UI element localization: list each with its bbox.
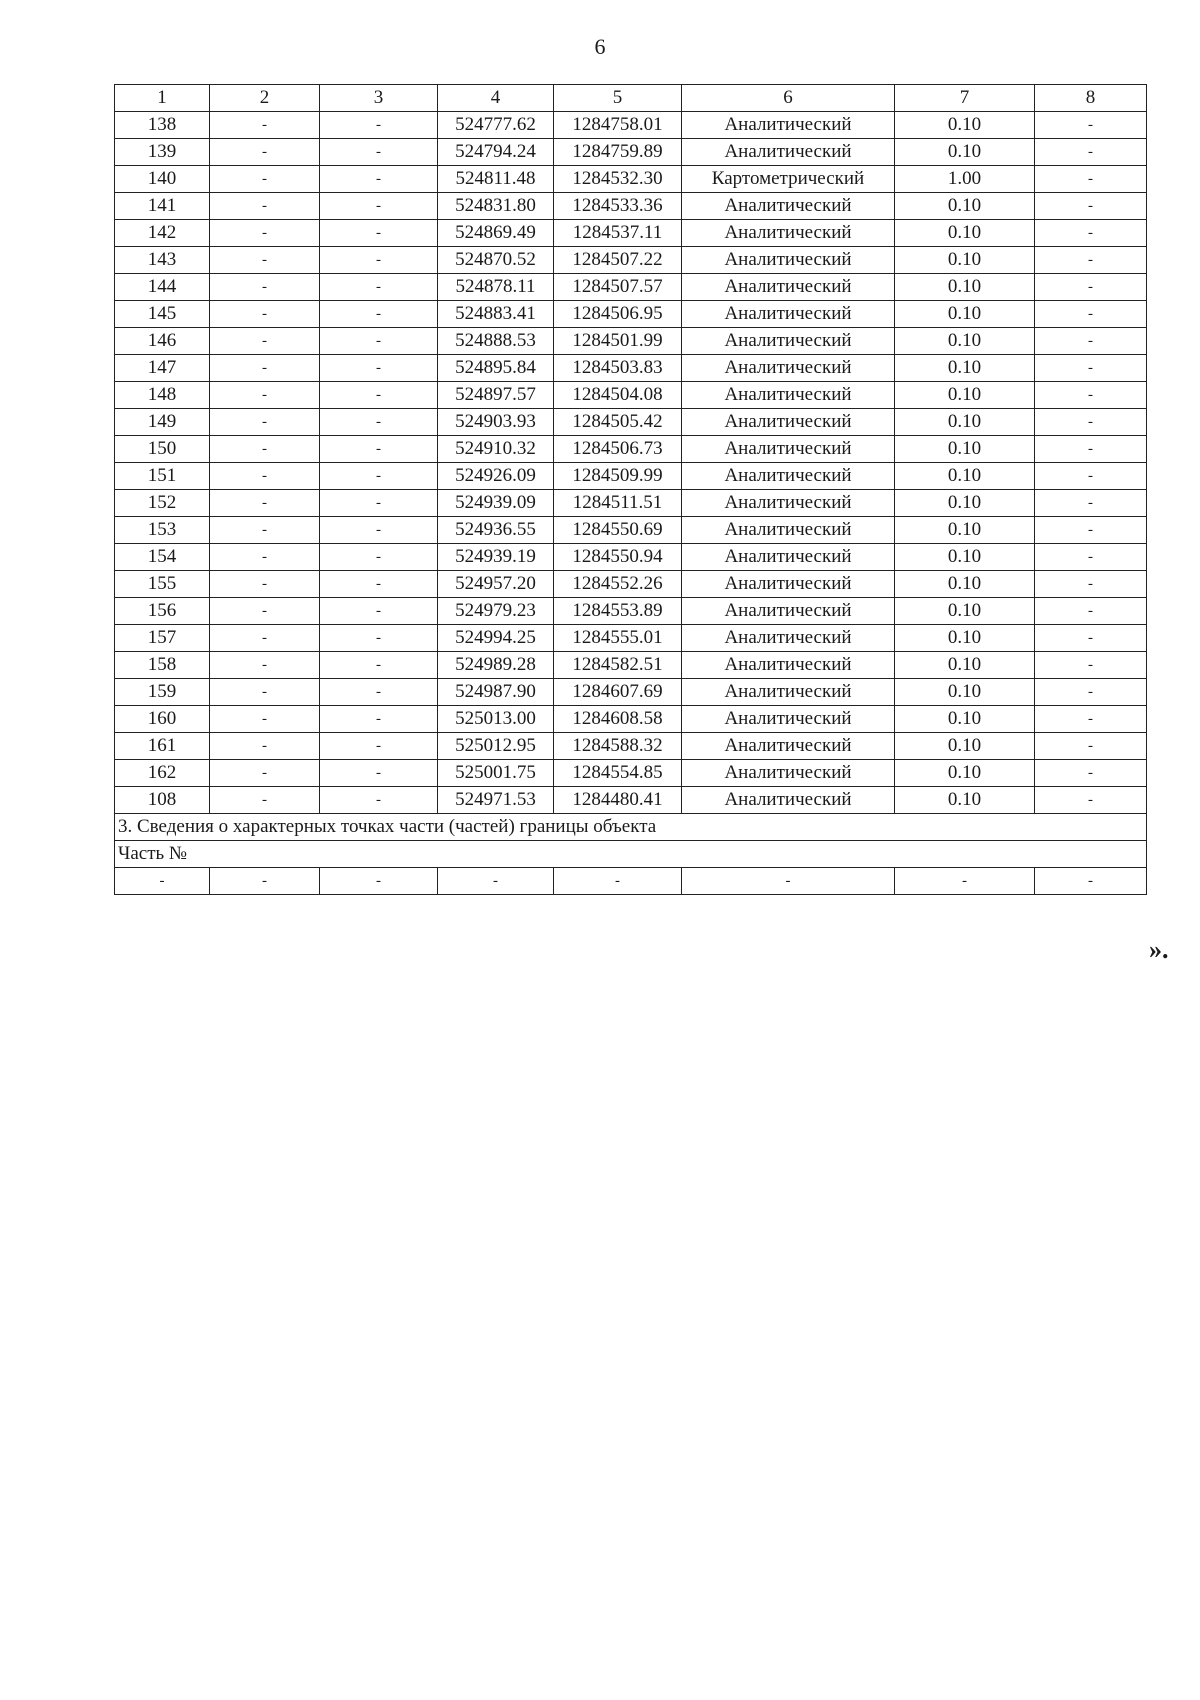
cell-col-2: - (210, 490, 320, 517)
table-row (115, 382, 1147, 409)
cell-point-number: 151 (115, 463, 210, 490)
cell-method: Аналитический (682, 652, 895, 679)
cell-col-8: - (1035, 463, 1147, 490)
cell-col-8: - (1035, 274, 1147, 301)
cell-accuracy: 0.10 (895, 112, 1035, 139)
table-row (115, 679, 1147, 706)
cell-method: Аналитический (682, 247, 895, 274)
cell-method: Аналитический (682, 760, 895, 787)
cell-coord-y: 1284588.32 (554, 733, 682, 760)
cell-col-8: - (1035, 652, 1147, 679)
cell-coord-x: 524869.49 (438, 220, 554, 247)
cell-point-number: 162 (115, 760, 210, 787)
cell-coord-x: 4 (438, 85, 554, 112)
cell-point-number: 149 (115, 409, 210, 436)
cell-col-2: - (210, 787, 320, 814)
cell-method: Аналитический (682, 517, 895, 544)
cell-col-2: - (210, 517, 320, 544)
cell-col-8: - (1035, 166, 1147, 193)
cell-col-2: - (210, 409, 320, 436)
cell-col-8: - (1035, 868, 1147, 895)
cell-coord-y: 1284511.51 (554, 490, 682, 517)
cell-col-2: - (210, 274, 320, 301)
cell-accuracy: 0.10 (895, 355, 1035, 382)
cell-coord-y: 1284507.22 (554, 247, 682, 274)
cell-method: Аналитический (682, 625, 895, 652)
cell-col-8: - (1035, 436, 1147, 463)
cell-point-number: 156 (115, 598, 210, 625)
cell-point-number: 108 (115, 787, 210, 814)
table-row (115, 274, 1147, 301)
cell-col-3: - (320, 760, 438, 787)
table-row (115, 652, 1147, 679)
table-row (115, 760, 1147, 787)
cell-coord-y: 1284480.41 (554, 787, 682, 814)
cell-coord-x: 524888.53 (438, 328, 554, 355)
cell-point-number: 161 (115, 733, 210, 760)
cell-coord-x: 524903.93 (438, 409, 554, 436)
cell-col-2: 2 (210, 85, 320, 112)
cell-method: Аналитический (682, 706, 895, 733)
cell-method: Картометрический (682, 166, 895, 193)
cell-accuracy: 0.10 (895, 706, 1035, 733)
cell-coord-x: 524971.53 (438, 787, 554, 814)
cell-col-2: - (210, 571, 320, 598)
cell-coord-y: 1284758.01 (554, 112, 682, 139)
cell-method: Аналитический (682, 571, 895, 598)
cell-coord-x: 524989.28 (438, 652, 554, 679)
cell-col-8: 8 (1035, 85, 1147, 112)
cell-col-3: - (320, 544, 438, 571)
cell-coord-x: 524936.55 (438, 517, 554, 544)
cell-coord-x: 524957.20 (438, 571, 554, 598)
cell-point-number: 152 (115, 490, 210, 517)
cell-col-2: - (210, 112, 320, 139)
cell-coord-y: 1284533.36 (554, 193, 682, 220)
cell-coord-y: 1284501.99 (554, 328, 682, 355)
cell-coord-y: 1284759.89 (554, 139, 682, 166)
cell-col-8: - (1035, 409, 1147, 436)
cell-col-2: - (210, 436, 320, 463)
table-row (115, 301, 1147, 328)
table-row (115, 544, 1147, 571)
cell-col-3: - (320, 517, 438, 544)
cell-point-number: 142 (115, 220, 210, 247)
cell-accuracy: 0.10 (895, 733, 1035, 760)
cell-col-3: - (320, 247, 438, 274)
cell-accuracy: 0.10 (895, 382, 1035, 409)
cell-coord-x: - (438, 868, 554, 895)
cell-accuracy: 0.10 (895, 598, 1035, 625)
table-row (115, 706, 1147, 733)
closing-quote-mark: ». (1149, 935, 1169, 964)
cell-coord-y: 1284505.42 (554, 409, 682, 436)
cell-col-8: - (1035, 517, 1147, 544)
cell-col-3: - (320, 598, 438, 625)
cell-accuracy: 0.10 (895, 139, 1035, 166)
cell-col-3: - (320, 382, 438, 409)
cell-col-3: - (320, 679, 438, 706)
cell-point-number: 148 (115, 382, 210, 409)
cell-coord-x: 525001.75 (438, 760, 554, 787)
cell-col-2: - (210, 355, 320, 382)
cell-method: Аналитический (682, 787, 895, 814)
cell-col-8: - (1035, 625, 1147, 652)
cell-col-2: - (210, 220, 320, 247)
table-row (115, 166, 1147, 193)
cell-col-2: - (210, 760, 320, 787)
cell-point-number: 138 (115, 112, 210, 139)
cell-point-number: 158 (115, 652, 210, 679)
cell-col-2: - (210, 652, 320, 679)
cell-coord-y: 1284504.08 (554, 382, 682, 409)
cell-col-2: - (210, 625, 320, 652)
cell-point-number: 153 (115, 517, 210, 544)
cell-coord-x: 524979.23 (438, 598, 554, 625)
cell-col-2: - (210, 868, 320, 895)
cell-col-3: - (320, 139, 438, 166)
cell-coord-x: 524910.32 (438, 436, 554, 463)
cell-coord-y: 1284532.30 (554, 166, 682, 193)
cell-coord-y: 1284553.89 (554, 598, 682, 625)
cell-point-number: 146 (115, 328, 210, 355)
cell-point-number: 155 (115, 571, 210, 598)
cell-col-3: - (320, 490, 438, 517)
cell-col-8: - (1035, 544, 1147, 571)
cell-coord-x: 524831.80 (438, 193, 554, 220)
cell-coord-x: 524987.90 (438, 679, 554, 706)
cell-coord-y: 1284552.26 (554, 571, 682, 598)
cell-col-3: - (320, 571, 438, 598)
cell-method: Аналитический (682, 274, 895, 301)
cell-point-number: - (115, 868, 210, 895)
cell-coord-y: 1284507.57 (554, 274, 682, 301)
table-row (115, 598, 1147, 625)
cell-coord-x: 525012.95 (438, 733, 554, 760)
cell-col-3: - (320, 166, 438, 193)
table-row (115, 436, 1147, 463)
cell-method: Аналитический (682, 139, 895, 166)
section-title: 3. Сведения о характерных точках части (частей) границы объекта (115, 814, 1147, 841)
cell-coord-y: 1284506.95 (554, 301, 682, 328)
cell-point-number: 139 (115, 139, 210, 166)
cell-method: - (682, 868, 895, 895)
cell-method: Аналитический (682, 679, 895, 706)
cell-col-3: - (320, 463, 438, 490)
cell-method: Аналитический (682, 220, 895, 247)
cell-coord-y: 1284550.94 (554, 544, 682, 571)
cell-col-2: - (210, 598, 320, 625)
cell-col-8: - (1035, 355, 1147, 382)
cell-col-8: - (1035, 193, 1147, 220)
cell-col-2: - (210, 706, 320, 733)
cell-coord-x: 524870.52 (438, 247, 554, 274)
cell-coord-x: 524897.57 (438, 382, 554, 409)
section-title-row (115, 814, 1147, 841)
cell-point-number: 143 (115, 247, 210, 274)
cell-col-8: - (1035, 598, 1147, 625)
table-row (115, 220, 1147, 247)
cell-accuracy: 0.10 (895, 787, 1035, 814)
cell-col-8: - (1035, 571, 1147, 598)
table-body (115, 85, 1147, 895)
cell-col-2: - (210, 193, 320, 220)
table-row (115, 571, 1147, 598)
cell-col-3: - (320, 787, 438, 814)
cell-col-8: - (1035, 112, 1147, 139)
cell-coord-y: - (554, 868, 682, 895)
cell-coord-y: 1284506.73 (554, 436, 682, 463)
cell-method: Аналитический (682, 463, 895, 490)
cell-point-number: 157 (115, 625, 210, 652)
cell-accuracy: 0.10 (895, 571, 1035, 598)
cell-method: Аналитический (682, 490, 895, 517)
cell-accuracy: 0.10 (895, 436, 1035, 463)
cell-col-8: - (1035, 733, 1147, 760)
cell-accuracy: 0.10 (895, 463, 1035, 490)
table-row (115, 517, 1147, 544)
cell-col-3: - (320, 436, 438, 463)
cell-col-8: - (1035, 760, 1147, 787)
cell-point-number: 147 (115, 355, 210, 382)
cell-point-number: 1 (115, 85, 210, 112)
cell-point-number: 140 (115, 166, 210, 193)
cell-coord-y: 1284503.83 (554, 355, 682, 382)
cell-col-8: - (1035, 328, 1147, 355)
cell-accuracy: 7 (895, 85, 1035, 112)
cell-accuracy: 0.10 (895, 328, 1035, 355)
cell-coord-x: 524994.25 (438, 625, 554, 652)
cell-coord-y: 1284582.51 (554, 652, 682, 679)
cell-col-2: - (210, 544, 320, 571)
cell-col-8: - (1035, 382, 1147, 409)
cell-method: 6 (682, 85, 895, 112)
cell-coord-x: 524794.24 (438, 139, 554, 166)
cell-accuracy: 0.10 (895, 409, 1035, 436)
part-number-row (115, 841, 1147, 868)
cell-point-number: 160 (115, 706, 210, 733)
cell-col-8: - (1035, 490, 1147, 517)
cell-accuracy: 0.10 (895, 274, 1035, 301)
cell-coord-x: 524878.11 (438, 274, 554, 301)
cell-col-8: - (1035, 247, 1147, 274)
cell-col-2: - (210, 463, 320, 490)
table-row (115, 625, 1147, 652)
cell-col-3: - (320, 652, 438, 679)
table-row (115, 490, 1147, 517)
cell-point-number: 150 (115, 436, 210, 463)
cell-col-2: - (210, 166, 320, 193)
cell-col-3: - (320, 301, 438, 328)
cell-col-3: - (320, 733, 438, 760)
cell-coord-x: 524939.09 (438, 490, 554, 517)
cell-col-3: - (320, 274, 438, 301)
cell-method: Аналитический (682, 112, 895, 139)
table-row (115, 463, 1147, 490)
cell-method: Аналитический (682, 544, 895, 571)
cell-accuracy: 0.10 (895, 247, 1035, 274)
cell-col-3: - (320, 112, 438, 139)
page-number: 6 (594, 34, 606, 59)
cell-point-number: 159 (115, 679, 210, 706)
cell-col-2: - (210, 301, 320, 328)
cell-col-3: - (320, 868, 438, 895)
cell-coord-y: 5 (554, 85, 682, 112)
cell-col-8: - (1035, 679, 1147, 706)
cell-coord-y: 1284607.69 (554, 679, 682, 706)
cell-coord-x: 525013.00 (438, 706, 554, 733)
cell-col-2: - (210, 139, 320, 166)
cell-coord-y: 1284555.01 (554, 625, 682, 652)
cell-col-8: - (1035, 706, 1147, 733)
cell-accuracy: 0.10 (895, 652, 1035, 679)
cell-col-2: - (210, 733, 320, 760)
cell-coord-x: 524777.62 (438, 112, 554, 139)
cell-coord-y: 1284608.58 (554, 706, 682, 733)
cell-accuracy: 0.10 (895, 220, 1035, 247)
cell-col-8: - (1035, 787, 1147, 814)
cell-method: Аналитический (682, 193, 895, 220)
cell-coord-y: 1284537.11 (554, 220, 682, 247)
cell-coord-x: 524895.84 (438, 355, 554, 382)
cell-point-number: 145 (115, 301, 210, 328)
cell-coord-x: 524926.09 (438, 463, 554, 490)
table-row (115, 328, 1147, 355)
cell-coord-x: 524883.41 (438, 301, 554, 328)
cell-accuracy: - (895, 868, 1035, 895)
cell-col-3: - (320, 409, 438, 436)
table-row (115, 247, 1147, 274)
cell-col-2: - (210, 382, 320, 409)
cell-accuracy: 0.10 (895, 517, 1035, 544)
table-row (115, 112, 1147, 139)
table-row (115, 787, 1147, 814)
cell-accuracy: 0.10 (895, 301, 1035, 328)
table-header-row (115, 85, 1147, 112)
cell-accuracy: 0.10 (895, 490, 1035, 517)
cell-accuracy: 0.10 (895, 193, 1035, 220)
cell-method: Аналитический (682, 328, 895, 355)
cell-coord-x: 524811.48 (438, 166, 554, 193)
cell-col-3: 3 (320, 85, 438, 112)
cell-point-number: 144 (115, 274, 210, 301)
table-row (115, 733, 1147, 760)
part-number-label: Часть № (115, 841, 1147, 868)
cell-method: Аналитический (682, 733, 895, 760)
cell-coord-x: 524939.19 (438, 544, 554, 571)
cell-method: Аналитический (682, 301, 895, 328)
cell-col-3: - (320, 193, 438, 220)
empty-part-row (115, 868, 1147, 895)
cell-col-3: - (320, 328, 438, 355)
table-row (115, 139, 1147, 166)
cell-coord-y: 1284550.69 (554, 517, 682, 544)
cell-accuracy: 1.00 (895, 166, 1035, 193)
cell-method: Аналитический (682, 409, 895, 436)
cell-coord-y: 1284554.85 (554, 760, 682, 787)
cell-col-2: - (210, 247, 320, 274)
cell-col-2: - (210, 679, 320, 706)
cell-point-number: 154 (115, 544, 210, 571)
cell-col-3: - (320, 706, 438, 733)
cell-col-8: - (1035, 301, 1147, 328)
cell-point-number: 141 (115, 193, 210, 220)
table-row (115, 409, 1147, 436)
cell-method: Аналитический (682, 355, 895, 382)
cell-col-3: - (320, 625, 438, 652)
cell-coord-y: 1284509.99 (554, 463, 682, 490)
table-row (115, 193, 1147, 220)
cell-col-2: - (210, 328, 320, 355)
cell-accuracy: 0.10 (895, 625, 1035, 652)
cell-col-3: - (320, 220, 438, 247)
cell-accuracy: 0.10 (895, 760, 1035, 787)
cell-method: Аналитический (682, 436, 895, 463)
table-row (115, 355, 1147, 382)
cell-method: Аналитический (682, 382, 895, 409)
cell-col-3: - (320, 355, 438, 382)
cell-accuracy: 0.10 (895, 544, 1035, 571)
boundary-points-table (114, 84, 1147, 895)
cell-col-8: - (1035, 139, 1147, 166)
cell-col-8: - (1035, 220, 1147, 247)
cell-accuracy: 0.10 (895, 679, 1035, 706)
cell-method: Аналитический (682, 598, 895, 625)
